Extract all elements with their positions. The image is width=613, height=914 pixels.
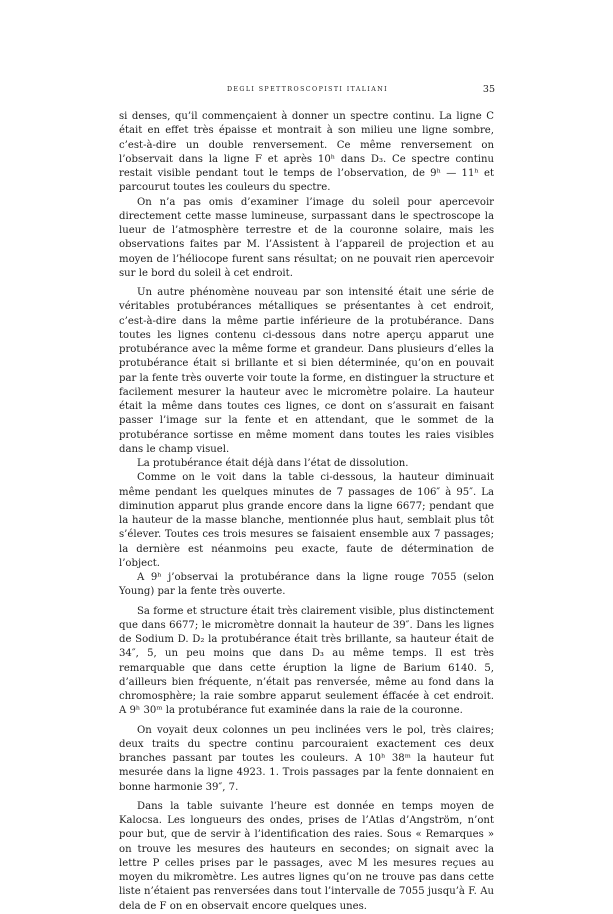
paragraph-6: A 9ʰ j’observai la protubérance dans la ligne rouge 7055 (selon Young) par la fente très ouverte. — [119, 572, 494, 598]
page-number: 35 — [482, 84, 495, 95]
paragraph-5: Comme on le voit dans la table ci-dessous, la hauteur diminuait même pendant les quelques minutes de 7 passages de 106″ à 95″. La diminution apparut plus grande encore dans la ligne 6677; pendant que la hauteur de la masse blanche, mentionnée plus haut, semblait plus tôt s’élever. Toutes ces trois mesures se faisaient ensemble aux 7 passages; la dernière est néanmoins peu exacte, faute de détermination de l’object. — [119, 472, 494, 569]
body-text — [119, 110, 494, 914]
paragraph-9: Dans la table suivante l’heure est donnée en temps moyen de Kalocsa. Les longueurs des ondes, prises de l’Atlas d’Angström, n’ont pour but, que de servir à l’identification des raies. Sous « Remarques » on trouve les mesures des hauteurs en secondes; on signait avec la lettre P celles prises par le passages, avec M les mesures reçues au moyen du mikromètre. Les autres lignes qu’on ne trouve pas dans cette liste n’étaient pas renversées dans tout l’intervalle de 7055 jusqu’à F. Au dela de F on en observait encore quelques unes. — [119, 800, 494, 912]
paragraph-1: si denses, qu’il commençaient à donner un spectre continu. La ligne C était en effet très épaisse et montrait à son milieu une ligne sombre, c’est-à-dire un double renversement. Ce même renversement on l’observait dans la ligne F et après 10ʰ dans D₃. Ce spectre continu restait visible pendant tout le temps de l’observation, de 9ʰ — 11ʰ et parcourut toutes les couleurs du spectre. — [119, 111, 494, 194]
paragraph-8: On voyait deux colonnes un peu inclinées vers le pol, très claires; deux traits du spectre continu parcouraient exactement ces deux branches passant par toutes les couleurs. A 10ʰ 38ᵐ la hauteur fut mesurée dans la ligne 4923. 1. Trois passages par la fente donnaient en bonne harmonie 39″, 7. — [119, 724, 494, 793]
paragraph-2: On n’a pas omis d’examiner l’image du soleil pour apercevoir directement cette masse lumineuse, surpassant dans le spectroscope la lueur de l’atmosphère terrestre et de la couronne solaire, mais les observations faites par M. l’Assistent à l’appareil de projection et au moyen de l’héliocope furent sans résultat; on ne pouvait rien apercevoir sur le bord du soleil à cet endroit. — [119, 196, 494, 279]
paragraph-7: Sa forme et structure était très clairement visible, plus distinctement que dans 6677; le micromètre donnait la hauteur de 39″. Dans les lignes de Sodium D. D₂ la protubérance était très brillante, sa hauteur était de 34″, 5, un peu moins que dans D₃ au même temps. Il est très remarquable que dans cette éruption la ligne de Barium 6140. 5, d’ailleurs bien fréquente, n’était pas renversée, même au fond dans la chromosphère; la raie sombre apparut seulement éffacée à cet endroit. A 9ʰ 30ᵐ la protubérance fut examinée dans la raie de la couronne. — [119, 605, 494, 717]
paragraph-4: La protubérance était déjà dans l’état de dissolution. — [137, 458, 409, 469]
paragraph-3: Un autre phénomène nouveau par son intensité était une série de véritables protubérances métalliques se présentantes à cet endroit, c’est-à-dire dans la même partie inférieure de la protubérance. Dans toutes les lignes contenu ci-dessous dans notre aperçu apparut une protubérance avec la même forme et grandeur. Dans plusieurs d’elles la protubérance était si brillante et si bien déterminée, qu’on en pouvait par la fente très ouverte voir toute la forme, en distinguer la structure et facilement mesurer la hauteur avec le micromètre polaire. La hauteur était la même dans toutes ces lignes, ce dont on s’assurait en faisant passer l’image sur la fente et en attendant, que le sommet de la protubérance sortisse en même moment dans toutes les raies visibles dans le champ visuel. — [119, 287, 494, 455]
page-header — [120, 84, 495, 98]
running-title: DEGLI SPETTROSCOPISTI ITALIANI — [226, 86, 389, 93]
